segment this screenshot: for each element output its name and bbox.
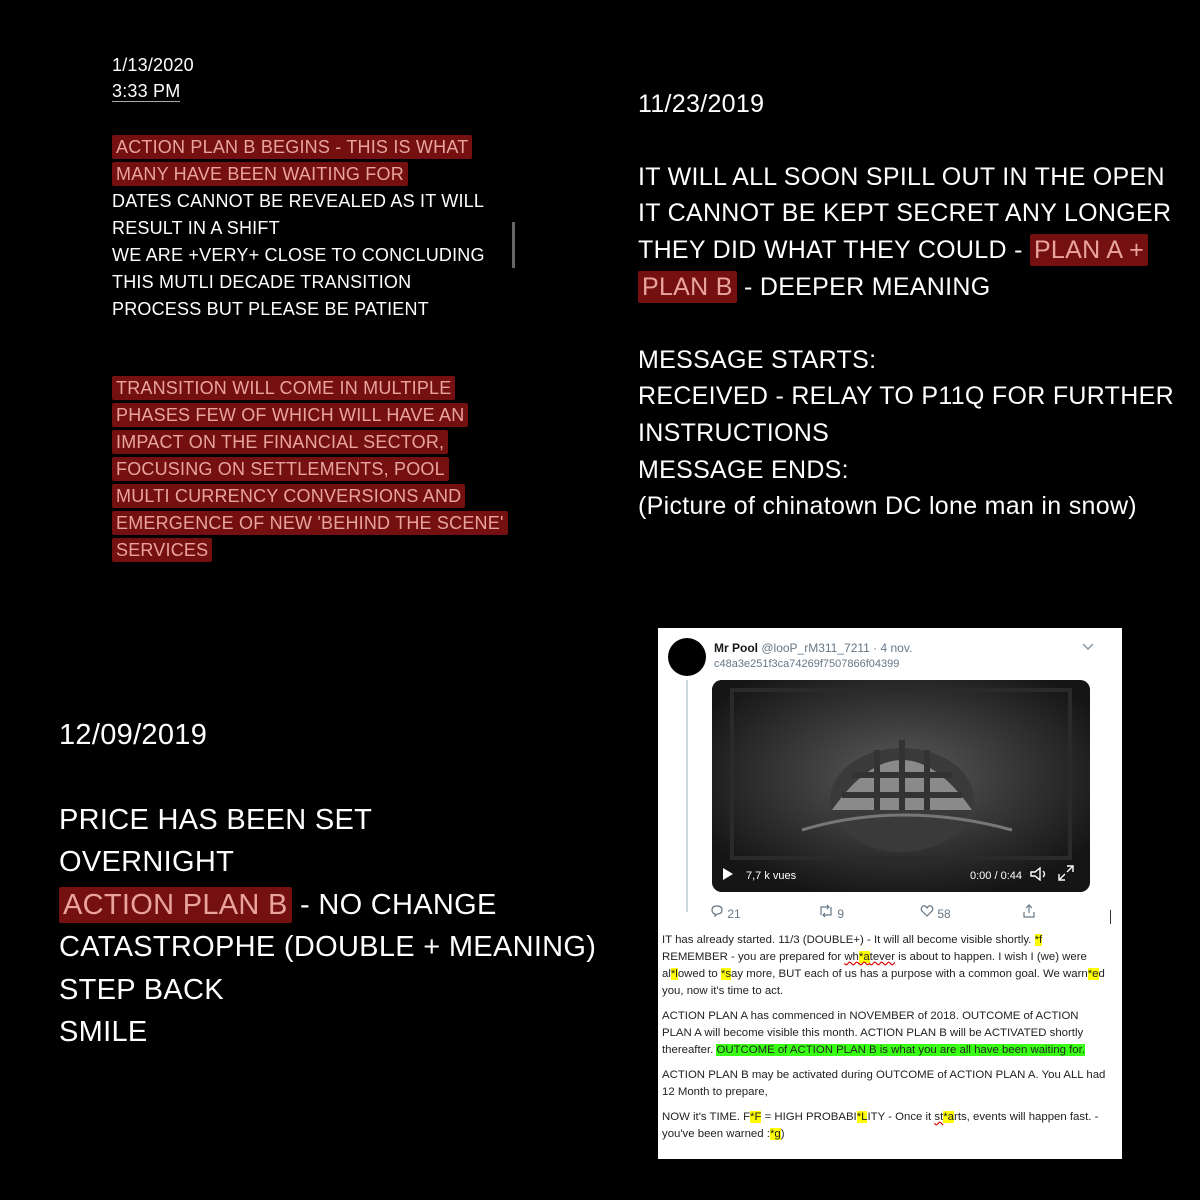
note3-line: STEP BACK bbox=[59, 973, 224, 1006]
tweet-paragraph: IT has already started. 11/3 (DOUBLE+) - It will all become visible shortly. *f REMEMBER - you are prepared for wh*atever is about to happen. I wish I (we) were al*lowed to *say more, BUT each of us has a purpose with a common goal. We warn*ed you, now it's time to act. bbox=[662, 934, 1105, 997]
reply-icon bbox=[710, 904, 724, 918]
share-icon[interactable] bbox=[1022, 904, 1036, 921]
note2-line: MESSAGE ENDS: bbox=[638, 455, 849, 484]
note1-date: 1/13/2020 bbox=[112, 55, 194, 75]
note1-line: THIS MUTLI DECADE TRANSITION bbox=[112, 272, 412, 292]
like-icon bbox=[920, 904, 934, 918]
note-12-09-2019 bbox=[59, 714, 619, 1054]
note2-line: (Picture of chinatown DC lone man in snow) bbox=[638, 492, 1137, 521]
tweet-hash: c48a3e251f3ca74269f7507866f04399 bbox=[714, 658, 900, 670]
note1-hl-line: MULTI CURRENCY CONVERSIONS AND bbox=[112, 484, 465, 508]
note2-line: INSTRUCTIONS bbox=[638, 418, 830, 447]
note1-hl-line: EMERGENCE OF NEW 'BEHIND THE SCENE' bbox=[112, 511, 508, 535]
note2-line: MESSAGE STARTS: bbox=[638, 345, 877, 374]
note3-line: SMILE bbox=[59, 1016, 148, 1048]
note3-plain: - NO CHANGE bbox=[291, 888, 497, 921]
like-count: 58 bbox=[937, 907, 951, 921]
thread-line bbox=[686, 680, 688, 912]
expand-icon[interactable] bbox=[1058, 865, 1074, 884]
reply-action[interactable] bbox=[710, 904, 741, 921]
note1-block2 bbox=[112, 375, 532, 564]
chevron-down-icon[interactable] bbox=[1082, 640, 1094, 654]
tweet-name[interactable]: Mr Pool bbox=[714, 641, 758, 655]
volume-icon[interactable] bbox=[1030, 867, 1048, 884]
reply-count: 21 bbox=[727, 907, 741, 921]
video-frame-turtle bbox=[712, 680, 1090, 892]
video-views: 7,7 k vues bbox=[746, 870, 797, 882]
note1-hl-line: ACTION PLAN B BEGINS - THIS IS WHAT bbox=[112, 135, 472, 159]
tweet-paragraph: ACTION PLAN A has commenced in NOVEMBER of 2018. OUTCOME of ACTION PLAN A will become visible this month. ACTION PLAN B will be ACTIVATED shortly thereafter. OUTCOME of ACTION PLAN B is what you are all have been waiting for. bbox=[662, 1010, 1085, 1056]
note2-plain: THEY DID WHAT THEY COULD - bbox=[638, 236, 1030, 265]
tweet-screenshot bbox=[658, 628, 1122, 1159]
note1-hl-line: TRANSITION WILL COME IN MULTIPLE bbox=[112, 376, 455, 400]
text-cursor bbox=[512, 222, 515, 268]
note3-line: OVERNIGHT bbox=[59, 846, 235, 878]
note3-line: CATASTROPHE (DOUBLE + MEANING) bbox=[59, 931, 597, 963]
note2-line bbox=[638, 269, 1178, 306]
retweet-icon bbox=[818, 904, 834, 918]
note1-block1 bbox=[112, 134, 532, 323]
note1-hl-line: SERVICES bbox=[112, 538, 212, 562]
note2-plain: - DEEPER MEANING bbox=[736, 272, 991, 301]
retweet-count: 9 bbox=[837, 907, 845, 921]
tweet-paragraph: NOW it's TIME. F*F = HIGH PROBABI*LITY - Once it st*arts, events will happen fast. - you've been warned :*g) bbox=[662, 1111, 1099, 1140]
text-cursor bbox=[1110, 910, 1111, 924]
note1-line: DATES CANNOT BE REVEALED AS IT WILL bbox=[112, 191, 485, 211]
note1-hl-line: PHASES FEW OF WHICH WILL HAVE AN bbox=[112, 403, 468, 427]
video-player[interactable] bbox=[712, 680, 1090, 892]
note1-hl-line: IMPACT ON THE FINANCIAL SECTOR, bbox=[112, 430, 448, 454]
like-action[interactable] bbox=[920, 904, 951, 921]
note1-line: WE ARE +VERY+ CLOSE TO CONCLUDING bbox=[112, 245, 485, 265]
tweet-author[interactable] bbox=[714, 641, 912, 655]
note1-hl-line: MANY HAVE BEEN WAITING FOR bbox=[112, 162, 408, 186]
retweet-action[interactable] bbox=[818, 904, 844, 921]
note-11-23-2019 bbox=[638, 86, 1178, 525]
note-1313-2020 bbox=[112, 52, 532, 564]
note3-line: PRICE HAS BEEN SET bbox=[59, 803, 373, 836]
tweet-image-text bbox=[662, 932, 1110, 1151]
note3-line bbox=[59, 884, 619, 927]
note2-line bbox=[638, 232, 1178, 269]
note1-line: RESULT IN A SHIFT bbox=[112, 218, 280, 238]
note2-line: IT WILL ALL SOON SPILL OUT IN THE OPEN bbox=[638, 162, 1165, 191]
tweet-paragraph: ACTION PLAN B may be activated during OUTCOME of ACTION PLAN A. You ALL had 12 Month to prepare, bbox=[662, 1069, 1106, 1098]
tweet-handle: @looP_rM311_7211 · 4 nov. bbox=[761, 641, 913, 655]
note3-hl: ACTION PLAN B bbox=[59, 887, 292, 923]
video-time: 0:00 / 0:44 bbox=[970, 870, 1022, 882]
note1-line: PROCESS BUT PLEASE BE PATIENT bbox=[112, 299, 429, 319]
note2-line: RECEIVED - RELAY TO P11Q FOR FURTHER bbox=[638, 382, 1174, 411]
avatar[interactable] bbox=[668, 638, 706, 676]
note1-time: 3:33 PM bbox=[112, 81, 181, 101]
note2-date: 11/23/2019 bbox=[638, 90, 765, 118]
note3-date: 12/09/2019 bbox=[59, 719, 208, 751]
note2-hl: PLAN A + bbox=[1030, 234, 1148, 266]
note2-hl: PLAN B bbox=[638, 271, 737, 303]
play-icon[interactable] bbox=[722, 867, 734, 884]
note2-line: IT CANNOT BE KEPT SECRET ANY LONGER bbox=[638, 199, 1172, 228]
note1-hl-line: FOCUSING ON SETTLEMENTS, POOL bbox=[112, 457, 449, 481]
